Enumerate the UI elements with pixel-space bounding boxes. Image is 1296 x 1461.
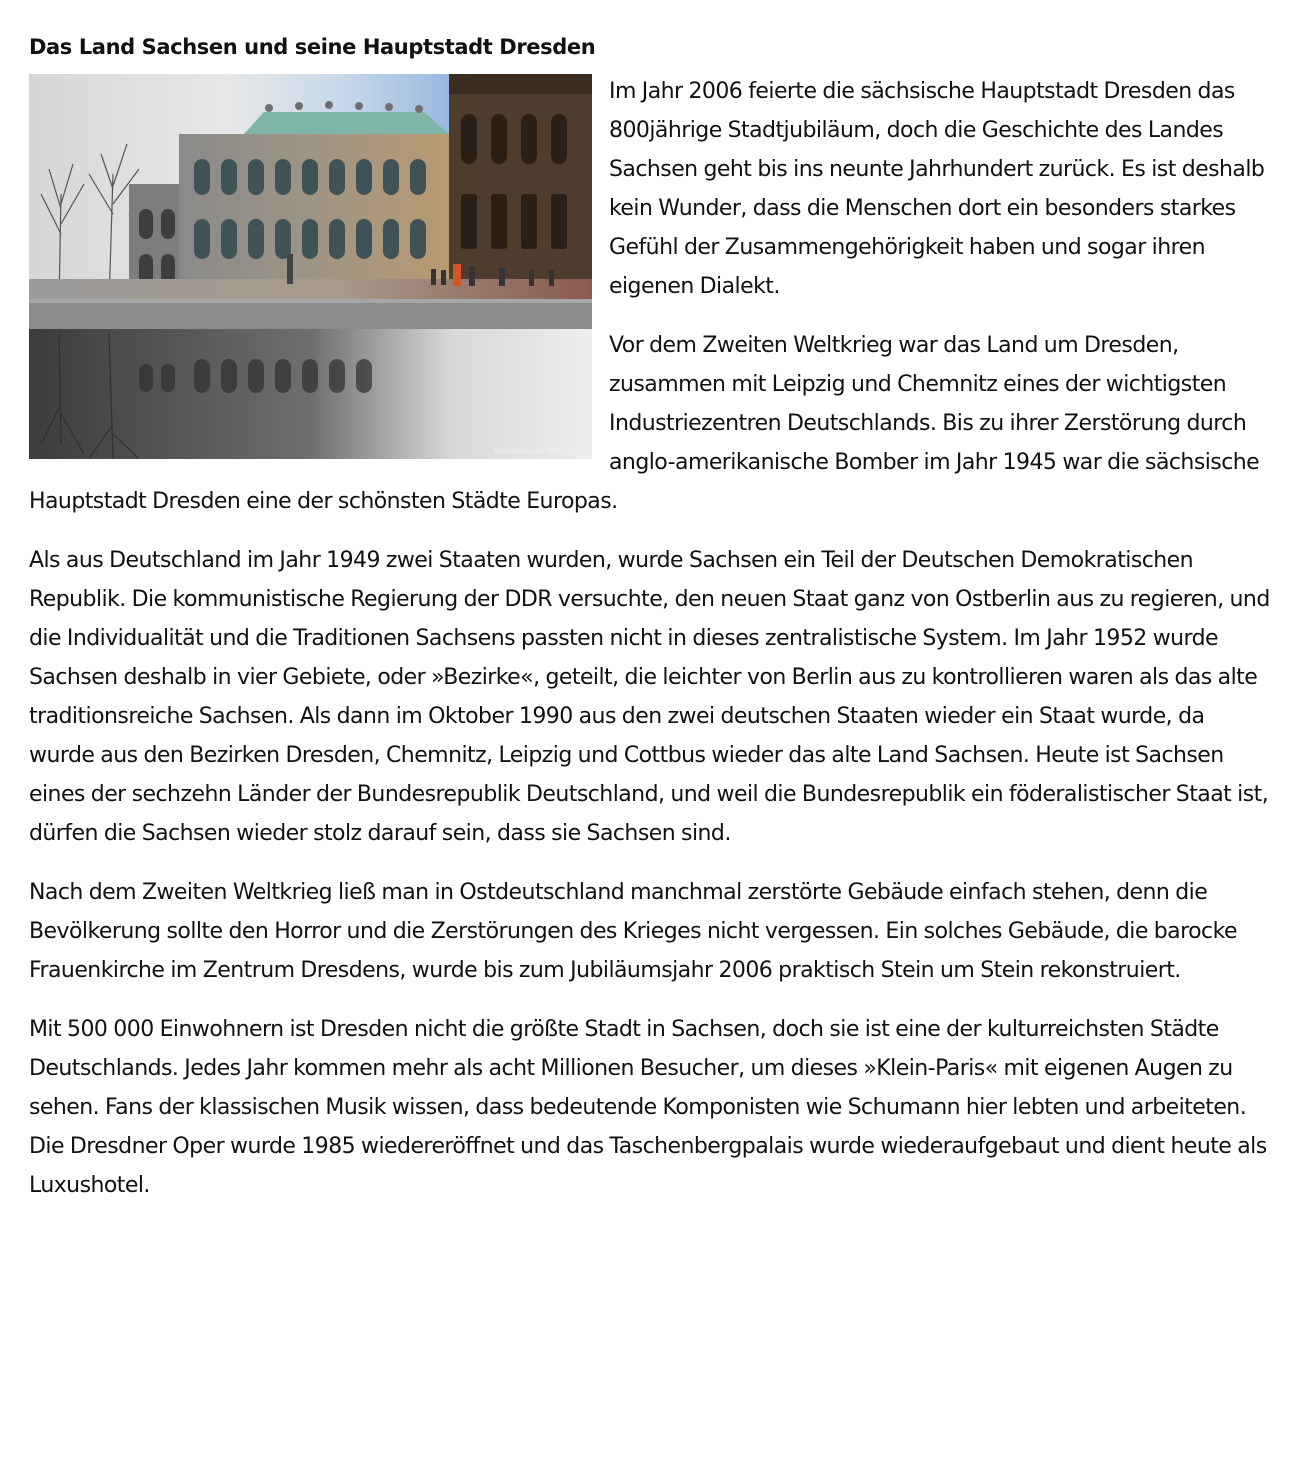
zwinger-dresden-photo (29, 74, 592, 459)
article-paragraph-4: Nach dem Zweiten Weltkrieg ließ man in Ostdeutschland manchmal zerstörte Gebäude einfach stehen, denn die Bevölkerung sollte den Horror und die Zerstörungen des Krieges nicht vergessen. Ein solches Gebäude, die barocke Frauenkirche im Zentrum Dresdens, wurde bis zum Jubiläumsjahr 2006 praktisch Stein um Stein rekonstruiert. (29, 880, 1237, 983)
article-paragraph-2: Vor dem Zweiten Weltkrieg war das Land um Dresden, zusammen mit Leipzig und Chemnitz eines der wichtigsten Industriezentren Deutschlands. Bis zu ihrer Zerstörung durch anglo-amerikanische Bomber im Jahr 1945 war die sächsische Hauptstadt Dresden eine der schönsten Städte Europas. (29, 333, 1260, 514)
article-paragraph-5: Mit 500 000 Einwohnern ist Dresden nicht die größte Stadt in Sachsen, doch sie ist eine der kulturreichsten Städte Deutschlands. Jedes Jahr kommen mehr als acht Millionen Besucher, um dieses »Klein-Paris« mit eigenen Augen zu sehen. Fans der klassischen Musik wissen, dass bedeutende Komponisten wie Schumann hier lebten und arbeiteten. Die Dresdner Oper wurde 1985 wiedereröffnet und das Taschenbergpalais wurde wiederaufgebaut und dient heute als Luxushotel. (29, 1017, 1267, 1198)
photo-credit: Sean Gallup via Getty Images (494, 448, 587, 455)
article-title: Das Land Sachsen und seine Hauptstadt Dresden (29, 35, 596, 59)
article-paragraph-3: Als aus Deutschland im Jahr 1949 zwei Staaten wurden, wurde Sachsen ein Teil der Deutschen Demokratischen Republik. Die kommunistische Regierung der DDR versuchte, den neuen Staat ganz von Ostberlin aus zu regieren, und die Individualität und die Traditionen Sachsens passten nicht in dieses zentralistische System. Im Jahr 1952 wurde Sachsen deshalb in vier Gebiete, oder »Bezirke«, geteilt, die leichter von Berlin aus zu kontrollieren waren als das alte traditionsreiche Sachsen. Als dann im Oktober 1990 aus den zwei deutschen Staaten wieder ein Staat wurde, da wurde aus den Bezirken Dresden, Chemnitz, Leipzig und Cottbus wieder das alte Land Sachsen. Heute ist Sachsen eines der sechzehn Länder der Bundesrepublik Deutschland, und weil die Bundesrepublik ein föderalistischer Staat ist, dürfen die Sachsen wieder stolz darauf sein, dass sie Sachsen sind. (29, 548, 1270, 846)
photo-illustration (29, 74, 592, 459)
article-paragraph-1: Im Jahr 2006 feierte die sächsische Hauptstadt Dresden das 800jährige Stadtjubiläum, doch die Geschichte des Landes Sachsen geht bis ins neunte Jahrhundert zurück. Es ist deshalb kein Wunder, dass die Menschen dort ein besonders starkes Gefühl der Zusammengehörigkeit haben und sogar ihren eigenen Dialekt. (609, 79, 1265, 299)
